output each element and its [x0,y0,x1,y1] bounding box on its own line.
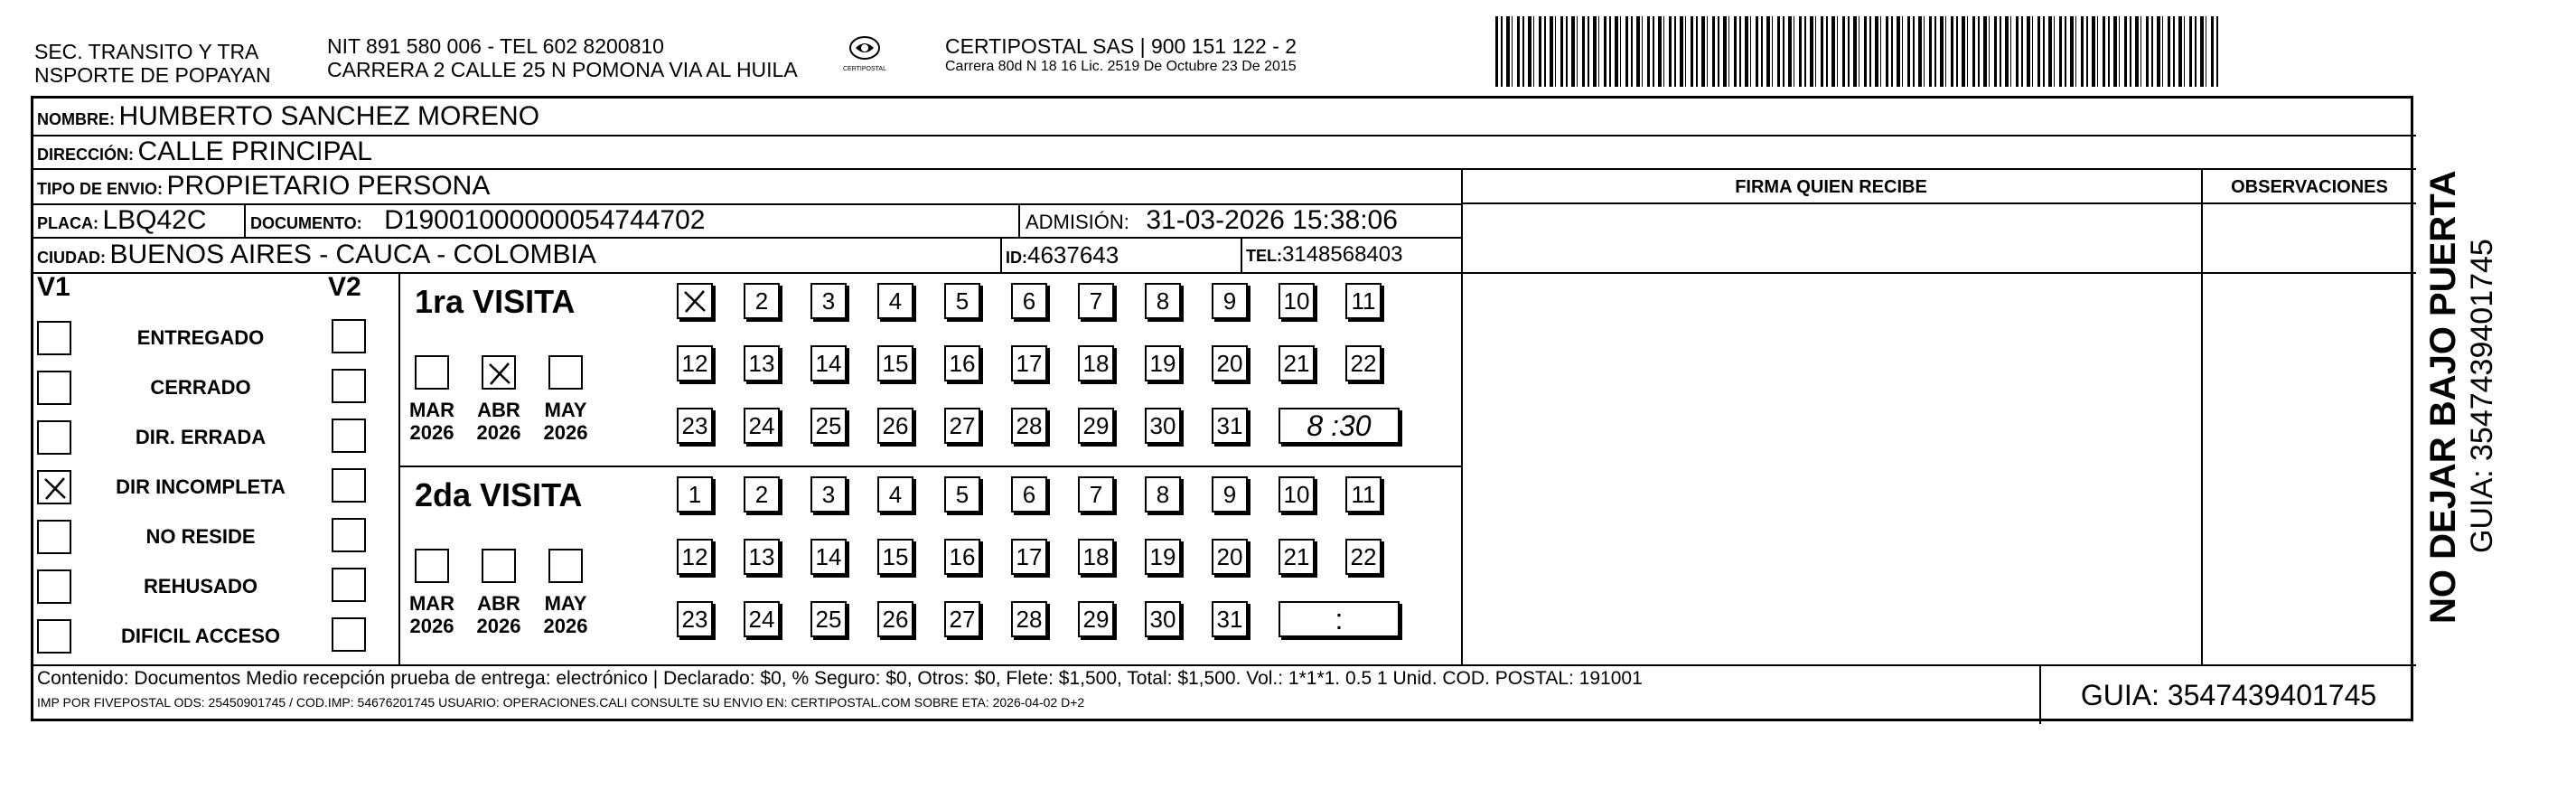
first-visit-day-26[interactable]: 26 [877,408,913,444]
courier-info [945,34,1297,76]
second-visit-day-14[interactable]: 14 [810,539,847,575]
v1-checkbox[interactable] [37,321,71,355]
barcode [1495,16,2218,87]
month-name: MAR [408,399,455,421]
nombre-label: NOMBRE: [37,110,115,128]
first-visit-day-17[interactable]: 17 [1011,345,1047,381]
first-visit-day-19[interactable]: 19 [1145,345,1181,381]
v1-checkbox[interactable] [37,520,71,554]
documento-row [250,204,705,241]
first-visit-day-2[interactable]: 2 [744,283,780,319]
status-option-label: DIR. ERRADA [135,426,267,448]
status-option-label: DIR INCOMPLETA [116,475,286,498]
month-name: ABR [477,592,520,615]
month-name: ABR [477,399,520,421]
footer-guia: GUIA: 3547439401745 [2080,679,2377,711]
handwritten-x-icon [682,288,707,314]
second-visit-day-22[interactable]: 22 [1345,539,1382,575]
first-visit-day-14[interactable]: 14 [810,345,847,381]
first-visit-month-checkbox[interactable] [482,355,516,390]
ciudad-value: BUENOS AIRES - CAUCA - COLOMBIA [109,240,596,269]
month-name: MAY [544,592,587,615]
v2-checkbox[interactable] [332,518,366,552]
sender-contact [327,34,798,81]
month-year: 2026 [476,615,521,637]
first-visit-day-15[interactable]: 15 [877,345,913,381]
first-visit-day-25[interactable]: 25 [810,408,847,444]
first-visit-day-3[interactable]: 3 [810,283,847,319]
second-visit-day-8[interactable]: 8 [1145,476,1181,513]
v2-checkbox[interactable] [332,369,366,403]
month-name: MAR [408,592,455,615]
second-visit-day-20[interactable]: 20 [1212,539,1248,575]
second-visit-month-label [406,592,458,637]
second-visit-day-2[interactable]: 2 [744,476,780,513]
second-visit-day-25[interactable]: 25 [810,601,847,637]
v1-checkbox[interactable] [37,470,71,504]
first-visit-day-29[interactable]: 29 [1078,408,1114,444]
month-name: MAY [544,399,587,421]
documento-value: D19001000000054744702 [384,205,706,235]
first-visit-day-22[interactable]: 22 [1345,345,1382,381]
nombre-row [37,100,539,137]
v1-checkbox[interactable] [37,619,71,654]
courier-logo-text: CERTIPOSTAL [843,66,886,72]
sender-line-2: NSPORTE DE POPAYAN [34,63,271,87]
imp-line: IMP POR FIVEPOSTAL ODS: 25450901745 / COD.IMP: 54676201745 USUARIO: OPERACIONES.CALI CONSULTE SU ENVIO EN: CERTIPOSTAL.COM SOBRE ETA: 2026-04-02 D+2 [37,695,1085,710]
sender-address: CARRERA 2 CALLE 25 N POMONA VIA AL HUILA [327,58,798,81]
first-visit-day-6[interactable]: 6 [1011,283,1047,319]
id-row [1006,239,1119,276]
admision-label: ADMISIÓN: [1026,211,1129,233]
id-label: ID: [1006,249,1027,267]
second-visit-month-checkbox[interactable] [482,549,516,583]
v1-checkbox[interactable] [37,569,71,604]
month-year: 2026 [476,421,521,444]
second-visit-day-17[interactable]: 17 [1011,539,1047,575]
second-visit-day-4[interactable]: 4 [877,476,913,513]
v2-checkbox[interactable] [332,468,366,503]
tel-row [1246,239,1402,274]
first-visit-day-28[interactable]: 28 [1011,408,1047,444]
courier-name: CERTIPOSTAL SAS | 900 151 122 - 2 [945,34,1297,58]
second-visit-time-field[interactable]: : [1279,601,1400,637]
sender-name [34,40,271,87]
placa-value: LBQ42C [102,205,207,235]
second-visit-day-5[interactable]: 5 [944,476,980,513]
courier-address: Carrera 80d N 18 16 Lic. 2519 De Octubre 23 De 2015 [945,59,1297,74]
second-visit-day-7[interactable]: 7 [1078,476,1114,513]
tipo-row [37,170,490,207]
id-value: 4637643 [1027,241,1119,268]
first-visit-day-16[interactable]: 16 [944,345,980,381]
first-visit-title: 1ra VISITA [415,283,576,320]
tipo-label: TIPO DE ENVIO: [37,180,164,198]
first-visit-day-20[interactable]: 20 [1212,345,1248,381]
first-visit-day-9[interactable]: 9 [1212,283,1248,319]
second-visit-day-28[interactable]: 28 [1011,601,1047,637]
first-visit-day-18[interactable]: 18 [1078,345,1114,381]
month-year: 2026 [543,421,588,444]
status-option-label: NO RESIDE [145,525,256,548]
status-option-label: CERRADO [150,376,251,399]
second-visit-month-checkbox[interactable] [415,549,449,583]
second-visit-day-27[interactable]: 27 [944,601,980,637]
second-visit-day-13[interactable]: 13 [744,539,780,575]
v1-label: V1 [37,272,70,302]
second-visit-day-18[interactable]: 18 [1078,539,1114,575]
second-visit-day-3[interactable]: 3 [810,476,847,513]
second-visit-day-31[interactable]: 31 [1212,601,1248,637]
contenido-line: Contenido: Documentos Medio recepción prueba de entrega: electrónico | Declarado: $0, % Seguro: $0, Otros: $0, Flete: $1,500, Total: $1,500. Vol.: 1*1*1. 0.5 1 Unid. COD. POSTAL: 191001 [37,668,1643,689]
nombre-value: HUMBERTO SANCHEZ MORENO [118,101,540,131]
first-visit-day-12[interactable]: 12 [677,345,713,381]
direccion-label: DIRECCIÓN: [37,146,134,164]
v1-checkbox[interactable] [37,371,71,405]
second-visit-month-label [473,592,525,637]
second-visit-month-label [539,592,592,637]
courier-logo-icon [847,34,883,61]
direccion-value: CALLE PRINCIPAL [137,136,372,166]
admision-row [1026,204,1398,241]
tel-label: TEL: [1246,247,1282,265]
month-year: 2026 [409,615,454,637]
observaciones-header: OBSERVACIONES [2231,177,2388,197]
v1-checkbox[interactable] [37,420,71,455]
second-visit-day-1[interactable]: 1 [677,476,713,513]
month-year: 2026 [543,615,588,637]
handwritten-x-icon [487,361,512,386]
delivery-form [31,96,2413,721]
ciudad-row [37,239,596,276]
first-visit-day-13[interactable]: 13 [744,345,780,381]
tel-value: 3148568403 [1282,242,1403,267]
tipo-value: PROPIETARIO PERSONA [166,171,491,201]
second-visit-day-11[interactable]: 11 [1345,476,1382,513]
side-guia: GUIA: 3547439401745 [2465,239,2499,553]
first-visit-day-11[interactable]: 11 [1345,283,1382,319]
first-visit-day-21[interactable]: 21 [1279,345,1315,381]
placa-label: PLACA: [37,214,98,232]
placa-row [37,204,207,241]
v2-checkbox[interactable] [332,319,366,353]
first-visit-month-checkbox[interactable] [415,355,449,390]
status-option-label: DIFICIL ACCESO [120,625,280,647]
second-visit-day-9[interactable]: 9 [1212,476,1248,513]
first-visit-day-1[interactable] [677,283,713,319]
documento-label: DOCUMENTO: [250,214,362,232]
v2-label: V2 [328,272,361,302]
first-visit-day-7[interactable]: 7 [1078,283,1114,319]
first-visit-day-30[interactable]: 30 [1145,408,1181,444]
direccion-row [37,136,372,173]
second-visit-month-checkbox[interactable] [548,549,583,583]
first-visit-day-23[interactable]: 23 [677,408,713,444]
admision-value: 31-03-2026 15:38:06 [1146,205,1398,235]
second-visit-day-26[interactable]: 26 [877,601,913,637]
status-option-label: REHUSADO [144,575,258,597]
side-warning: NO DEJAR BAJO PUERTA [2423,170,2463,624]
sender-line-1: SEC. TRANSITO Y TRA [34,40,259,63]
first-visit-month-label [539,399,592,444]
v2-checkbox[interactable] [332,419,366,453]
first-visit-day-27[interactable]: 27 [944,408,980,444]
second-visit-day-30[interactable]: 30 [1145,601,1181,637]
v2-checkbox[interactable] [332,617,366,652]
second-visit-day-23[interactable]: 23 [677,601,713,637]
first-visit-day-4[interactable]: 4 [877,283,913,319]
first-visit-month-checkbox[interactable] [548,355,583,390]
first-visit-day-5[interactable]: 5 [944,283,980,319]
first-visit-month-label [406,399,458,444]
second-visit-day-15[interactable]: 15 [877,539,913,575]
first-visit-month-label [473,399,525,444]
second-visit-day-24[interactable]: 24 [744,601,780,637]
ciudad-label: CIUDAD: [37,249,106,267]
second-visit-day-21[interactable]: 21 [1279,539,1315,575]
second-visit-title: 2da VISITA [415,476,583,513]
month-year: 2026 [409,421,454,444]
first-visit-time-field[interactable]: 8 :30 [1279,408,1400,444]
status-option-label: ENTREGADO [136,326,265,349]
v2-checkbox[interactable] [332,568,366,602]
first-visit-day-10[interactable]: 10 [1279,283,1315,319]
second-visit-day-10[interactable]: 10 [1279,476,1315,513]
second-visit-day-6[interactable]: 6 [1011,476,1047,513]
nit-line: NIT 891 580 006 - TEL 602 8200810 [327,34,664,58]
first-visit-day-24[interactable]: 24 [744,408,780,444]
courier-logo [833,34,896,80]
first-visit-day-8[interactable]: 8 [1145,283,1181,319]
second-visit-day-16[interactable]: 16 [944,539,980,575]
handwritten-x-icon [42,475,68,501]
second-visit-day-19[interactable]: 19 [1145,539,1181,575]
first-visit-day-31[interactable]: 31 [1212,408,1248,444]
second-visit-day-12[interactable]: 12 [677,539,713,575]
firma-header: FIRMA QUIEN RECIBE [1735,177,1927,197]
second-visit-day-29[interactable]: 29 [1078,601,1114,637]
